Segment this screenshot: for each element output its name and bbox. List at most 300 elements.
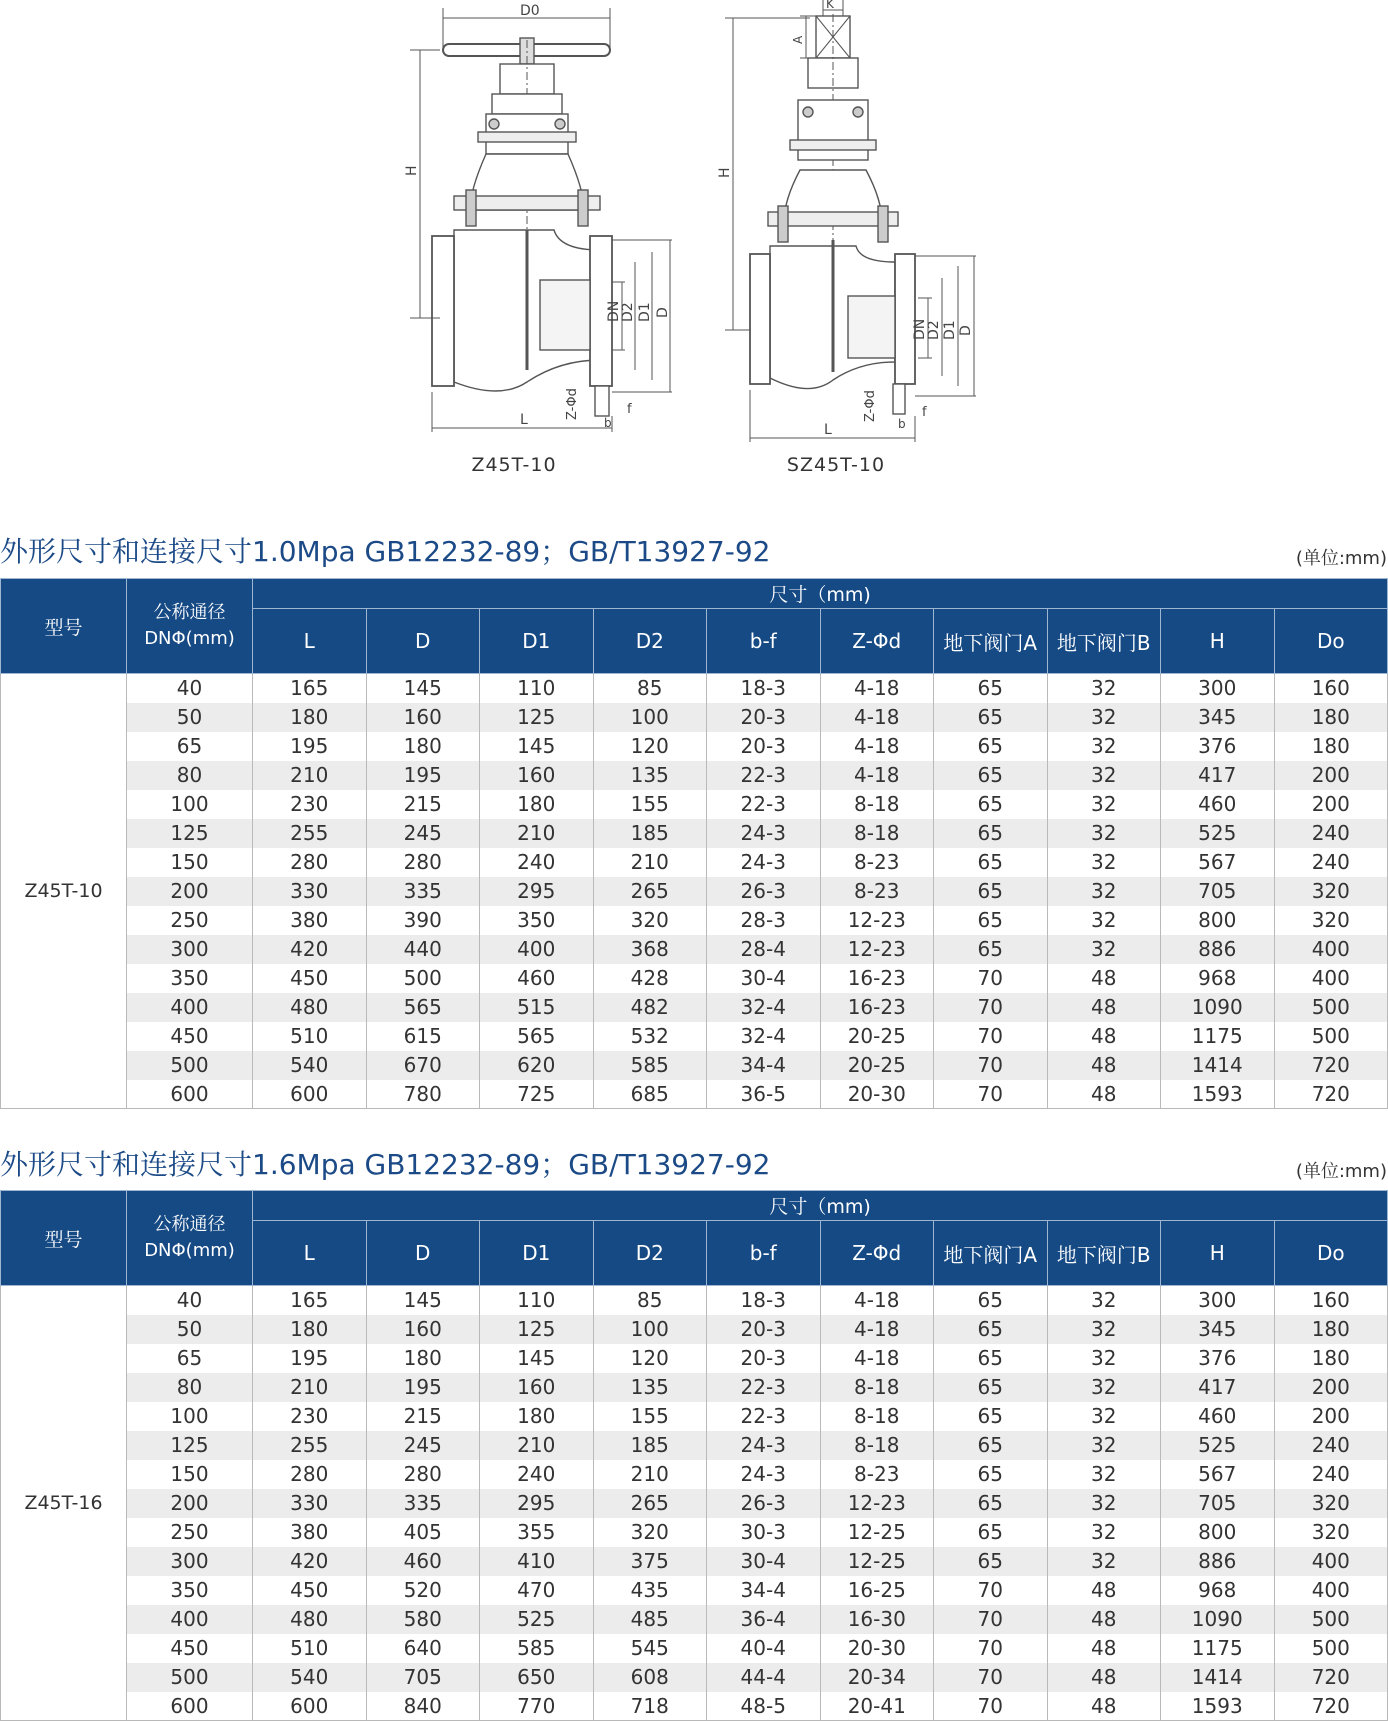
dimension-cell: 65 — [934, 1547, 1048, 1576]
column-header: Z-Φd — [820, 1221, 934, 1286]
dimension-cell: 720 — [1274, 1663, 1388, 1692]
nominal-diameter-cell: 400 — [127, 993, 253, 1022]
dimension-cell: 48 — [1047, 1634, 1161, 1663]
dimension-cell: 20-41 — [820, 1692, 934, 1721]
dimension-cell: 32-4 — [707, 1022, 821, 1051]
dimension-cell: 30-4 — [707, 964, 821, 993]
dimension-cell: 70 — [934, 1605, 1048, 1634]
dimension-cell: 500 — [1274, 1634, 1388, 1663]
dimension-cell: 32 — [1047, 819, 1161, 848]
nominal-diameter-cell: 350 — [127, 1576, 253, 1605]
dimension-cell: 180 — [253, 1315, 367, 1344]
dimension-cell: 12-23 — [820, 935, 934, 964]
dimension-cell: 200 — [1274, 1402, 1388, 1431]
dimension-cell: 685 — [593, 1080, 707, 1109]
header-model: 型号 — [1, 579, 127, 674]
dimension-cell: 567 — [1161, 848, 1275, 877]
dimension-cell: 65 — [934, 1286, 1048, 1315]
column-header: H — [1161, 609, 1275, 674]
dimension-cell: 16-25 — [820, 1576, 934, 1605]
dimension-cell: 65 — [934, 674, 1048, 703]
dimension-cell: 65 — [934, 935, 1048, 964]
dimension-cell: 48 — [1047, 1051, 1161, 1080]
dimension-cell: 65 — [934, 906, 1048, 935]
dimension-cell: 180 — [366, 1344, 480, 1373]
dim-label-dn: DN — [606, 300, 622, 322]
dimension-cell: 565 — [366, 993, 480, 1022]
dimension-cell: 295 — [480, 1489, 594, 1518]
dimension-cell: 8-18 — [820, 790, 934, 819]
dimension-cell: 30-3 — [707, 1518, 821, 1547]
table-row — [1, 1315, 1388, 1344]
dimension-cell: 70 — [934, 964, 1048, 993]
dimension-cell: 1090 — [1161, 993, 1275, 1022]
column-header: D — [366, 609, 480, 674]
dimension-cell: 32 — [1047, 1431, 1161, 1460]
nominal-diameter-cell: 125 — [127, 1431, 253, 1460]
nominal-diameter-cell: 125 — [127, 819, 253, 848]
dimension-cell: 48-5 — [707, 1692, 821, 1721]
dimension-cell: 32 — [1047, 1286, 1161, 1315]
nominal-diameter-cell: 600 — [127, 1080, 253, 1109]
dimension-cell: 32 — [1047, 848, 1161, 877]
dimension-cell: 705 — [366, 1663, 480, 1692]
dimension-cell: 640 — [366, 1634, 480, 1663]
dimension-cell: 65 — [934, 877, 1048, 906]
nominal-diameter-cell: 150 — [127, 1460, 253, 1489]
dimension-cell: 48 — [1047, 1605, 1161, 1634]
dimension-cell: 380 — [253, 1518, 367, 1547]
table-row — [1, 1634, 1388, 1663]
dimension-cell: 8-23 — [820, 877, 934, 906]
dimension-cell: 545 — [593, 1634, 707, 1663]
dimension-cell: 34-4 — [707, 1051, 821, 1080]
table-row — [1, 1051, 1388, 1080]
header-dn-line1: 公称通径 — [153, 1214, 226, 1235]
dimension-cell: 8-18 — [820, 1402, 934, 1431]
dimension-cell: 32 — [1047, 906, 1161, 935]
dimension-cell: 32 — [1047, 1402, 1161, 1431]
dim-label-h2: H — [717, 167, 733, 178]
dimension-cell: 265 — [593, 877, 707, 906]
dimension-cell: 32 — [1047, 1373, 1161, 1402]
dimension-cell: 480 — [253, 993, 367, 1022]
dimension-cell: 20-3 — [707, 732, 821, 761]
dimension-cell: 32 — [1047, 732, 1161, 761]
model-cell: Z45T-16 — [1, 1286, 127, 1721]
nominal-diameter-cell: 500 — [127, 1663, 253, 1692]
dimension-cell: 48 — [1047, 1692, 1161, 1721]
dimension-cell: 85 — [593, 1286, 707, 1315]
dimension-cell: 400 — [1274, 964, 1388, 993]
nominal-diameter-cell: 500 — [127, 1051, 253, 1080]
model-cell: Z45T-10 — [1, 674, 127, 1109]
dim-label-l-2: L — [824, 422, 832, 438]
dimension-cell: 705 — [1161, 877, 1275, 906]
dimension-cell: 200 — [1274, 790, 1388, 819]
section-title: 外形尺寸和连接尺寸1.6Mpa GB12232-89；GB/T13927-92 — [0, 1148, 771, 1181]
dim-label-dn2: DN — [912, 318, 928, 340]
dimension-cell: 460 — [1161, 790, 1275, 819]
dimension-cell: 155 — [593, 1402, 707, 1431]
dimension-cell: 20-30 — [820, 1634, 934, 1663]
dimension-cell: 770 — [480, 1692, 594, 1721]
dimension-cell: 12-23 — [820, 906, 934, 935]
dimension-cell: 26-3 — [707, 1489, 821, 1518]
dimension-cell: 210 — [480, 819, 594, 848]
dimension-cell: 600 — [253, 1080, 367, 1109]
dimension-cell: 840 — [366, 1692, 480, 1721]
dimension-cell: 1090 — [1161, 1605, 1275, 1634]
dimension-cell: 450 — [253, 1576, 367, 1605]
nominal-diameter-cell: 600 — [127, 1692, 253, 1721]
valve-drawing-sz45t10 — [717, 0, 1000, 450]
dimension-cell: 110 — [480, 674, 594, 703]
dimension-cell: 1175 — [1161, 1634, 1275, 1663]
dimension-cell: 265 — [593, 1489, 707, 1518]
drawing-caption: Z45T-10 — [471, 454, 557, 476]
dimension-cell: 195 — [253, 1344, 367, 1373]
dimension-cell: 160 — [1274, 674, 1388, 703]
dimension-cell: 540 — [253, 1663, 367, 1692]
dimension-cell: 500 — [1274, 993, 1388, 1022]
dimension-cell: 100 — [593, 703, 707, 732]
dimension-cell: 210 — [253, 1373, 367, 1402]
dimension-cell: 16-23 — [820, 993, 934, 1022]
dimension-cell: 230 — [253, 1402, 367, 1431]
dimension-cell: 32 — [1047, 1547, 1161, 1576]
dimension-cell: 8-23 — [820, 848, 934, 877]
dimension-cell: 210 — [593, 848, 707, 877]
table-row — [1, 1344, 1388, 1373]
dimension-cell: 405 — [366, 1518, 480, 1547]
dimension-cell: 886 — [1161, 935, 1275, 964]
dimension-cell: 585 — [593, 1051, 707, 1080]
dimension-cell: 720 — [1274, 1080, 1388, 1109]
dimension-cell: 65 — [934, 1489, 1048, 1518]
dimension-cell: 400 — [480, 935, 594, 964]
dimension-cell: 375 — [593, 1547, 707, 1576]
dimension-cell: 195 — [366, 761, 480, 790]
table-row — [1, 1431, 1388, 1460]
dimension-cell: 485 — [593, 1605, 707, 1634]
column-header: Do — [1274, 609, 1388, 674]
dimension-cell: 155 — [593, 790, 707, 819]
dimension-cell: 20-3 — [707, 1315, 821, 1344]
dimension-cell: 8-18 — [820, 819, 934, 848]
dimension-cell: 100 — [593, 1315, 707, 1344]
dim-label-zd-2: Z-Φd — [863, 390, 878, 422]
dimension-cell: 48 — [1047, 1576, 1161, 1605]
dimension-cell: 44-4 — [707, 1663, 821, 1692]
dimension-cell: 428 — [593, 964, 707, 993]
dimension-cell: 280 — [253, 848, 367, 877]
dimension-cell: 718 — [593, 1692, 707, 1721]
dimension-cell: 30-4 — [707, 1547, 821, 1576]
dim-label-d2: D2 — [620, 302, 636, 322]
header-nominal-diameter — [127, 579, 253, 674]
dimension-cell: 32 — [1047, 935, 1161, 964]
dimension-cell: 368 — [593, 935, 707, 964]
table-row — [1, 1518, 1388, 1547]
dimension-cell: 120 — [593, 732, 707, 761]
dimension-cell: 145 — [366, 674, 480, 703]
dimension-cell: 417 — [1161, 761, 1275, 790]
dimension-cell: 32 — [1047, 703, 1161, 732]
dimension-cell: 215 — [366, 1402, 480, 1431]
table-row — [1, 848, 1388, 877]
dimension-cell: 22-3 — [707, 1402, 821, 1431]
dimension-cell: 24-3 — [707, 1460, 821, 1489]
table-row — [1, 1022, 1388, 1051]
dimension-cell: 376 — [1161, 732, 1275, 761]
dimension-cell: 255 — [253, 819, 367, 848]
nominal-diameter-cell: 250 — [127, 1518, 253, 1547]
column-header: b-f — [707, 1221, 821, 1286]
dimension-cell: 200 — [1274, 1373, 1388, 1402]
table-row — [1, 1663, 1388, 1692]
dim-label-d1-2: D1 — [942, 320, 958, 340]
dimension-cell: 320 — [593, 906, 707, 935]
table-row — [1, 732, 1388, 761]
nominal-diameter-cell: 80 — [127, 1373, 253, 1402]
dimension-cell: 70 — [934, 1022, 1048, 1051]
table-body — [1, 1286, 1388, 1721]
dim-label-a: A — [791, 35, 805, 44]
table-row — [1, 1547, 1388, 1576]
table-row — [1, 1692, 1388, 1721]
dimension-cell: 120 — [593, 1344, 707, 1373]
dimension-cell: 240 — [1274, 1431, 1388, 1460]
dimension-cell: 160 — [480, 1373, 594, 1402]
table-row — [1, 993, 1388, 1022]
nominal-diameter-cell: 300 — [127, 935, 253, 964]
dimension-cell: 420 — [253, 1547, 367, 1576]
dimension-cell: 20-25 — [820, 1051, 934, 1080]
nominal-diameter-cell: 40 — [127, 1286, 253, 1315]
dimension-cell: 16-23 — [820, 964, 934, 993]
dimension-cell: 32 — [1047, 674, 1161, 703]
dimension-cell: 460 — [1161, 1402, 1275, 1431]
nominal-diameter-cell: 50 — [127, 1315, 253, 1344]
dimension-cell: 125 — [480, 703, 594, 732]
header-dn-line2: DNΦ(mm) — [144, 628, 235, 649]
dimension-cell: 180 — [1274, 732, 1388, 761]
dimension-cell: 410 — [480, 1547, 594, 1576]
dimension-cell: 780 — [366, 1080, 480, 1109]
dimension-cell: 145 — [480, 732, 594, 761]
dimension-cell: 32 — [1047, 1344, 1161, 1373]
dimension-cell: 20-3 — [707, 703, 821, 732]
table-row — [1, 790, 1388, 819]
dimension-cell: 350 — [480, 906, 594, 935]
nominal-diameter-cell: 65 — [127, 1344, 253, 1373]
table-row — [1, 906, 1388, 935]
dimension-cell: 48 — [1047, 964, 1161, 993]
dimension-cell: 4-18 — [820, 1344, 934, 1373]
dimension-cell: 70 — [934, 1051, 1048, 1080]
table-row — [1, 1605, 1388, 1634]
dimension-cell: 567 — [1161, 1460, 1275, 1489]
column-header: D2 — [593, 609, 707, 674]
dimension-cell: 450 — [253, 964, 367, 993]
dimension-cell: 650 — [480, 1663, 594, 1692]
nominal-diameter-cell: 300 — [127, 1547, 253, 1576]
column-header: 地下阀门A — [934, 609, 1048, 674]
dimension-cell: 65 — [934, 1373, 1048, 1402]
dimension-cell: 532 — [593, 1022, 707, 1051]
dimension-cell: 620 — [480, 1051, 594, 1080]
dim-label-d-2: D — [958, 325, 974, 336]
dimension-cell: 160 — [366, 1315, 480, 1344]
dimension-cell: 440 — [366, 935, 480, 964]
dimension-cell: 32 — [1047, 1518, 1161, 1547]
dimension-cell: 515 — [480, 993, 594, 1022]
dimension-cell: 460 — [366, 1547, 480, 1576]
column-header: 地下阀门B — [1047, 1221, 1161, 1286]
dimension-cell: 400 — [1274, 935, 1388, 964]
dimension-cell: 480 — [253, 1605, 367, 1634]
nominal-diameter-cell: 450 — [127, 1022, 253, 1051]
dimension-cell: 500 — [1274, 1022, 1388, 1051]
dimension-cell: 390 — [366, 906, 480, 935]
dimension-cell: 160 — [480, 761, 594, 790]
dimension-cell: 420 — [253, 935, 367, 964]
dim-label-d2-2: D2 — [926, 320, 942, 340]
dimension-cell: 65 — [934, 790, 1048, 819]
dimension-cell: 215 — [366, 790, 480, 819]
dimension-cell: 65 — [934, 761, 1048, 790]
dimension-cell: 12-25 — [820, 1547, 934, 1576]
dimension-cell: 240 — [480, 848, 594, 877]
dimension-cell: 345 — [1161, 1315, 1275, 1344]
dimension-cell: 4-18 — [820, 674, 934, 703]
dimension-cell: 22-3 — [707, 790, 821, 819]
dimension-cell: 180 — [480, 790, 594, 819]
dimension-cell: 245 — [366, 1431, 480, 1460]
dimension-cell: 165 — [253, 1286, 367, 1315]
dimension-cell: 210 — [253, 761, 367, 790]
header-dn-line1: 公称通径 — [153, 602, 226, 623]
column-header: D1 — [480, 1221, 594, 1286]
dim-label-d: D — [655, 307, 671, 318]
dimension-cell: 4-18 — [820, 732, 934, 761]
dimension-cell: 600 — [253, 1692, 367, 1721]
dimension-cell: 65 — [934, 732, 1048, 761]
dimension-cell: 125 — [480, 1315, 594, 1344]
dimension-cell: 24-3 — [707, 1431, 821, 1460]
dimension-cell: 210 — [480, 1431, 594, 1460]
dimension-cell: 435 — [593, 1576, 707, 1605]
column-header: b-f — [707, 609, 821, 674]
dimension-cell: 48 — [1047, 1663, 1161, 1692]
spec-table-1-0mpa — [0, 578, 1388, 1109]
dimension-cell: 240 — [1274, 848, 1388, 877]
column-header: D — [366, 1221, 480, 1286]
dimension-cell: 24-3 — [707, 819, 821, 848]
nominal-diameter-cell: 50 — [127, 703, 253, 732]
dimension-cell: 295 — [480, 877, 594, 906]
dimension-cell: 32 — [1047, 1315, 1161, 1344]
dimension-cell: 230 — [253, 790, 367, 819]
dimension-cell: 48 — [1047, 1080, 1161, 1109]
dimension-cell: 886 — [1161, 1547, 1275, 1576]
dimension-cell: 32 — [1047, 877, 1161, 906]
dimension-cell: 725 — [480, 1080, 594, 1109]
dimension-cell: 70 — [934, 993, 1048, 1022]
dimension-cell: 240 — [480, 1460, 594, 1489]
dimension-cell: 160 — [1274, 1286, 1388, 1315]
table-row — [1, 1402, 1388, 1431]
dimension-cell: 4-18 — [820, 1315, 934, 1344]
table-body — [1, 674, 1388, 1109]
table-row — [1, 761, 1388, 790]
dim-label-b: b — [604, 416, 612, 430]
dimension-cell: 28-3 — [707, 906, 821, 935]
dimension-cell: 1593 — [1161, 1692, 1275, 1721]
unit-note: (单位:mm) — [1295, 1161, 1387, 1182]
dim-label-d0: D0 — [520, 3, 540, 19]
dimension-cell: 255 — [253, 1431, 367, 1460]
dimension-cell: 460 — [480, 964, 594, 993]
dimension-cell: 180 — [366, 732, 480, 761]
dimension-cell: 380 — [253, 906, 367, 935]
column-header: 地下阀门A — [934, 1221, 1048, 1286]
dimension-cell: 300 — [1161, 674, 1275, 703]
dimension-cell: 160 — [366, 703, 480, 732]
dimension-cell: 200 — [1274, 761, 1388, 790]
dimension-cell: 195 — [253, 732, 367, 761]
dimension-cell: 70 — [934, 1634, 1048, 1663]
section-title: 外形尺寸和连接尺寸1.0Mpa GB12232-89；GB/T13927-92 — [0, 535, 771, 568]
nominal-diameter-cell: 450 — [127, 1634, 253, 1663]
dimension-cell: 22-3 — [707, 1373, 821, 1402]
dimension-cell: 65 — [934, 1460, 1048, 1489]
dimension-cell: 500 — [366, 964, 480, 993]
dimension-cell: 240 — [1274, 819, 1388, 848]
dimension-cell: 330 — [253, 1489, 367, 1518]
dimension-cell: 4-18 — [820, 1286, 934, 1315]
dimension-cell: 36-5 — [707, 1080, 821, 1109]
table-row — [1, 1373, 1388, 1402]
nominal-diameter-cell: 200 — [127, 877, 253, 906]
nominal-diameter-cell: 150 — [127, 848, 253, 877]
dimension-cell: 65 — [934, 1344, 1048, 1373]
dimension-cell: 376 — [1161, 1344, 1275, 1373]
dimension-cell: 510 — [253, 1634, 367, 1663]
dimension-cell: 26-3 — [707, 877, 821, 906]
header-nominal-diameter — [127, 1191, 253, 1286]
dimension-cell: 180 — [480, 1402, 594, 1431]
dimension-cell: 65 — [934, 1315, 1048, 1344]
dimension-cell: 85 — [593, 674, 707, 703]
column-header: D1 — [480, 609, 594, 674]
dimension-cell: 145 — [366, 1286, 480, 1315]
column-header: H — [1161, 1221, 1275, 1286]
dimension-cell: 520 — [366, 1576, 480, 1605]
dimension-cell: 145 — [480, 1344, 594, 1373]
nominal-diameter-cell: 100 — [127, 1402, 253, 1431]
dimension-cell: 36-4 — [707, 1605, 821, 1634]
dim-label-k: K — [826, 0, 834, 11]
dimension-cell: 32 — [1047, 761, 1161, 790]
dimension-cell: 65 — [934, 848, 1048, 877]
dimension-cell: 70 — [934, 1692, 1048, 1721]
header-dimensions-group: 尺寸（mm) — [253, 579, 1388, 609]
dim-label-f-2: f — [922, 405, 927, 420]
dimension-cell: 12-25 — [820, 1518, 934, 1547]
nominal-diameter-cell: 200 — [127, 1489, 253, 1518]
